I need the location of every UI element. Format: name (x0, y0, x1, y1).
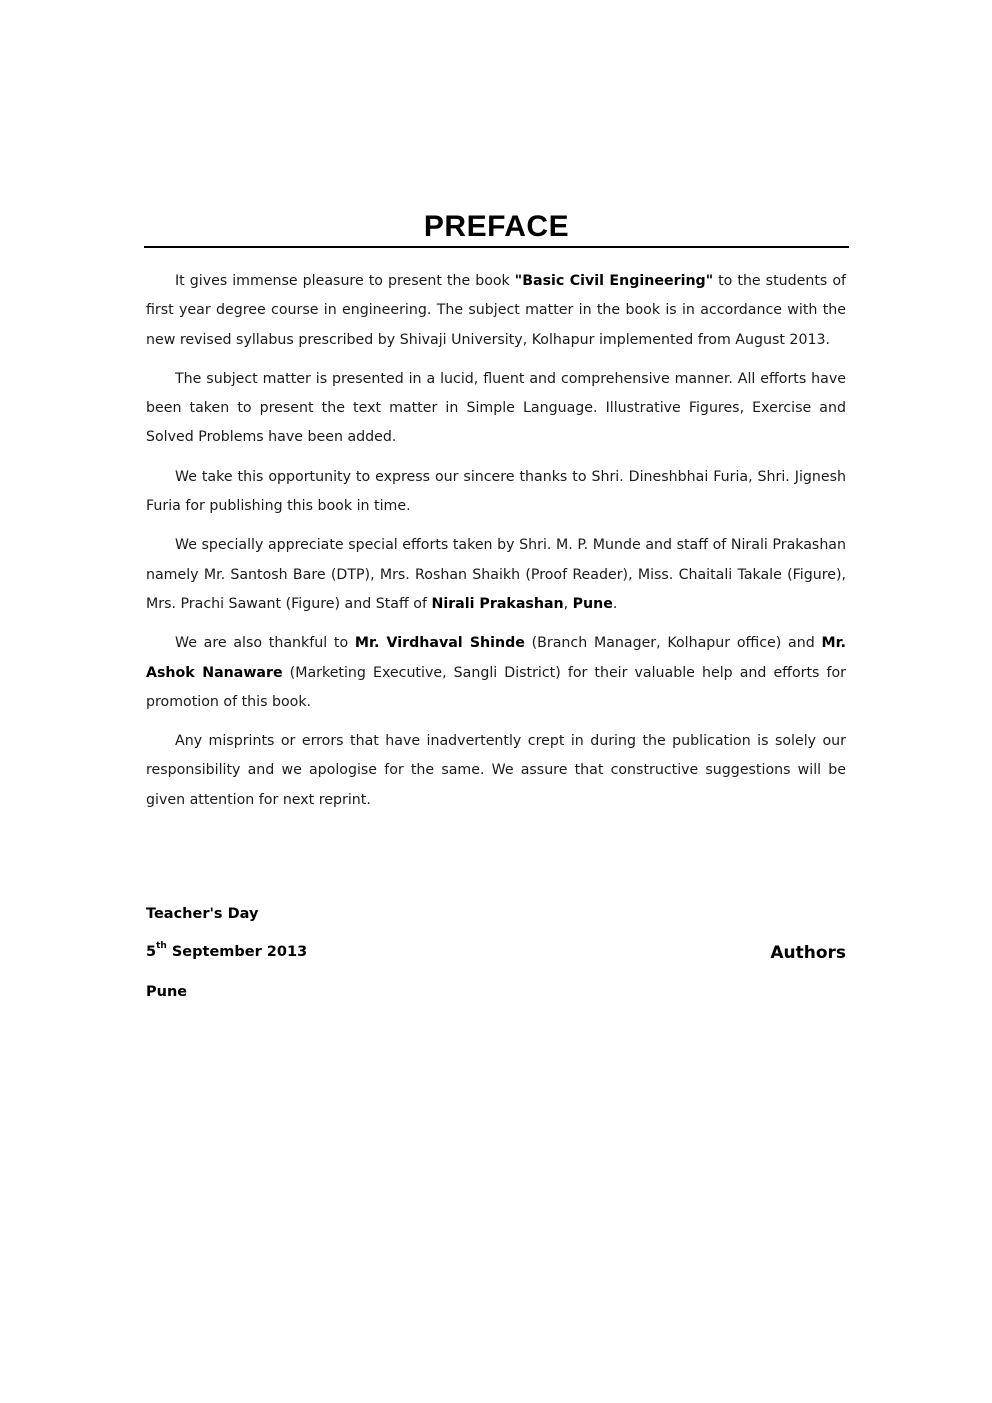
paragraph-text: The subject matter is presented in a lucid, fluent and comprehensive manner. All efforts have been taken to present the text matter in Simple Language. Illustrative Figures, Exercise and Solved Problems have been added. (146, 370, 846, 446)
paragraph-text: We take this opportunity to express our sincere thanks to Shri. Dineshbhai Furia, Shri. Jignesh Furia for publishing this book in time. (146, 468, 846, 515)
preface-body (146, 267, 846, 825)
preface-paragraph (146, 267, 846, 355)
signature-date-suffix: th (156, 941, 167, 951)
paragraph-text: to the students of first year degree course in engineering. The subject matter in the book is in accordance with the new revised syllabus prescribed by Shivaji University, Kolhapur implemented from August 2013. (146, 273, 846, 348)
preface-paragraph (146, 365, 846, 453)
preface-paragraph (146, 463, 846, 522)
paragraph-text: , (563, 595, 573, 612)
bold-text: Mr. Ashok Nanaware (146, 635, 846, 681)
paragraph-text: Any misprints or errors that have inadvertently crept in during the publication is solely our responsibility and we apologise for the same. We assure that constructive suggestions will be given attention for next reprint. (146, 733, 846, 808)
signature-authors: Authors (770, 943, 846, 963)
signature-occasion: Teacher's Day (146, 906, 259, 922)
signature-date-day: 5 (146, 944, 157, 960)
paragraph-text: We specially appreciate special efforts taken by Shri. M. P. Munde and staff of Nirali Prakashan namely Mr. Santosh Bare (DTP), Mrs. Roshan Shaikh (Proof Reader), Miss. Chaitali Takale (Figure), Mrs. Prachi Sawant (Figure) and Staff of (146, 537, 846, 612)
bold-text: "Basic Civil Engineering" (514, 273, 714, 289)
signature-date-rest: September 2013 (166, 944, 308, 960)
paragraph-text: (Marketing Executive, Sangli District) for their valuable help and efforts for promotion of this book. (146, 664, 846, 710)
paragraph-text: (Branch Manager, Kolhapur office) and (524, 635, 822, 652)
bold-text: Mr. Virdhaval Shinde (354, 635, 525, 652)
preface-paragraph (146, 727, 846, 815)
bold-text: Pune (572, 595, 613, 612)
paragraph-text: We are also thankful to (175, 635, 355, 652)
paragraph-text: . (612, 595, 618, 612)
preface-paragraph (146, 531, 846, 619)
title-underline (144, 246, 849, 248)
preface-paragraph (146, 629, 846, 717)
signature-place: Pune (146, 984, 188, 1000)
paragraph-text: It gives immense pleasure to present the book (175, 273, 515, 289)
page-title: PREFACE (423, 210, 570, 243)
signature-date (146, 940, 307, 964)
bold-text: Nirali Prakashan (431, 595, 564, 612)
